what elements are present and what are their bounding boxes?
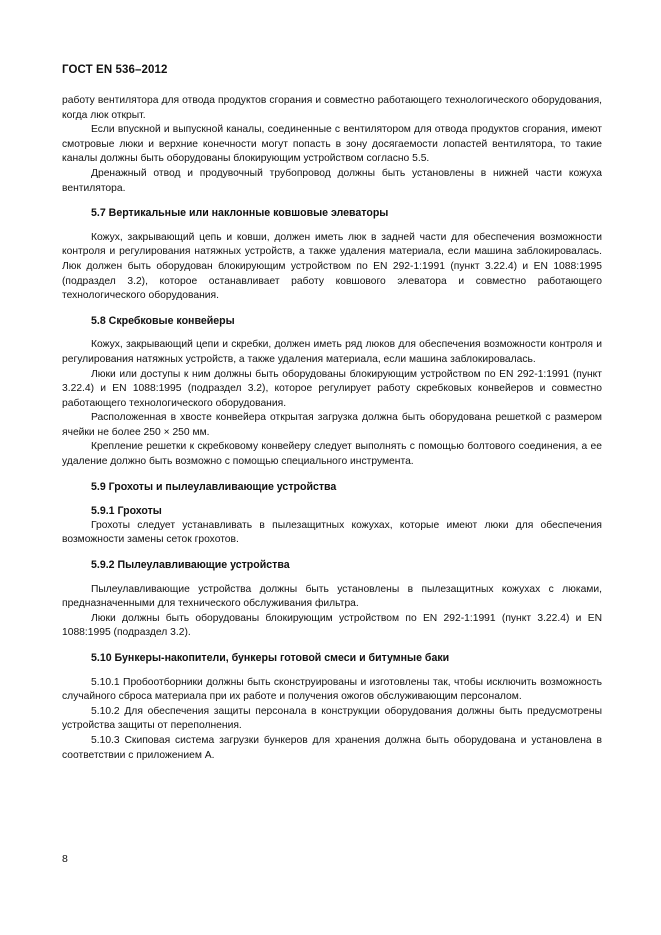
subsection-heading: 5.9.1 Грохоты xyxy=(91,505,162,518)
document-header: ГОСТ EN 536–2012 xyxy=(62,64,168,76)
paragraph: Крепление решетки к скребковому конвейеру следует выполнять с помощью болтового соединения, а ее удаление должно быть возможно с помощью специального инструмента. xyxy=(62,441,602,468)
paragraph: 5.10.3 Скиповая система загрузки бункеров для хранения должна быть оборудована и установлена в соответствии с приложением А. xyxy=(62,734,602,761)
section-heading: 5.7 Вертикальные или наклонные ковшовые элеваторы xyxy=(91,207,389,220)
paragraph: 5.10.1 Пробоотборники должны быть сконструированы и изготовлены так, чтобы исключить возможность случайного сброса материала при их работе и получения ожогов обслуживающим персоналом. xyxy=(62,676,602,703)
paragraph: Дренажный отвод и продувочный трубопровод должны быть установлены в нижней части кожуха вентилятора. xyxy=(62,167,602,194)
paragraph: Расположенная в хвосте конвейера открытая загрузка должна быть оборудована решеткой с размером ячейки не более 250 × 250 мм. xyxy=(62,412,602,438)
page-number: 8 xyxy=(62,853,68,865)
subsection-heading: 5.9.2 Пылеулавливающие устройства xyxy=(91,559,290,572)
section-heading: 5.10 Бункеры-накопители, бункеры готовой смеси и битумные баки xyxy=(91,652,450,664)
paragraph: Кожух, закрывающий цепи и скребки, должен иметь ряд люков для обеспечения возможности контроля и регулирования натяжных устройств, а также удаления материала, если машина заблокировалась. xyxy=(62,339,602,365)
document-body xyxy=(62,94,602,763)
paragraph: Если впускной и выпускной каналы, соединенные с вентилятором для отвода продуктов сгорания, имеют смотровые люки и верхние конечности могут попасть в зону досягаемости лопастей вентилятора, то такие каналы должны быть оборудованы блокирующим устройством согласно 5.5. xyxy=(62,124,602,165)
section-heading: 5.8 Скребковые конвейеры xyxy=(91,314,235,327)
paragraph: Пылеулавливающие устройства должны быть установлены в пылезащитных кожухах с люками, предназначенными для технического обслуживания фильтра. xyxy=(62,583,602,610)
paragraph: Кожух, закрывающий цепь и ковши, должен иметь люк в задней части для обеспечения возможности контроля и регулирования натяжных устройств, а также удаления материала, если машина заблокировалась. Люк должен быть оборудован блокирующим устройством по EN 292-1:1991 (пункт 3.22.4) и EN 1088:1995 (подраздел 3.2), которое останавливает работу ковшового элеватора и совместно работающего технологического оборудования. xyxy=(62,231,602,302)
paragraph: работу вентилятора для отвода продуктов сгорания и совместно работающего технологического оборудования, когда люк открыт. xyxy=(62,95,602,121)
paragraph: Люки должны быть оборудованы блокирующим устройством по EN 292-1:1991 (пункт 3.22.4) и EN 1088:1995 (подраздел 3.2). xyxy=(62,612,602,639)
section-heading: 5.9 Грохоты и пылеулавливающие устройства xyxy=(91,480,337,493)
paragraph: 5.10.2 Для обеспечения защиты персонала в конструкции оборудования должны быть предусмотрены устройства защиты от переполнения. xyxy=(62,705,602,732)
paragraph: Грохоты следует устанавливать в пылезащитных кожухах, которые имеют люки для обеспечения возможности замены сеток грохотов. xyxy=(62,519,602,546)
paragraph: Люки или доступы к ним должны быть оборудованы блокирующим устройством по EN 292-1:1991 (пункт 3.22.4) и EN 1088:1995 (подраздел 3.2), которое регулирует работу скребковых конвейеров и совместно работающего технологического оборудования. xyxy=(62,368,602,409)
